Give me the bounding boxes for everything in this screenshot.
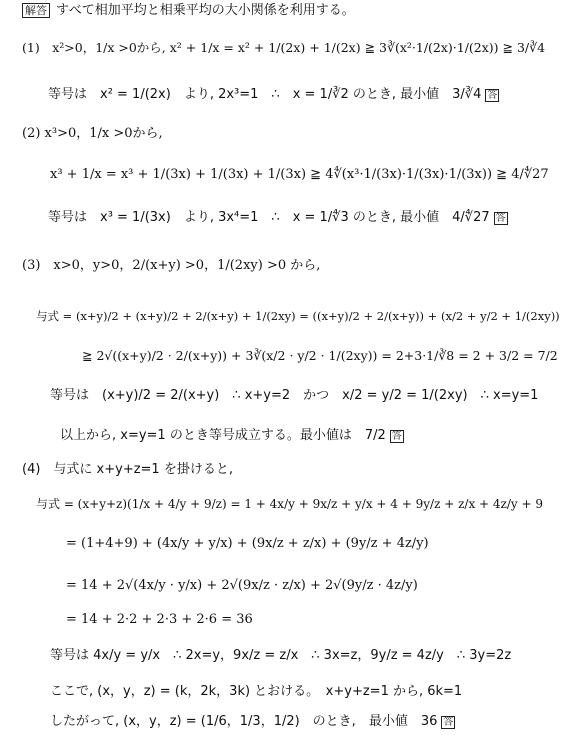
- p3-line1: (3) x>0，y>0，2/(x+y) >0，1/(2xy) >0 から,: [22, 258, 321, 273]
- p1-line1: (1) x²>0，1/x >0から, x² + 1/x = x² + 1/(2x) + 1/(2x) ≧ 3∛(x²·1/(2x)·1/(2x)) ≧ 3/∛4: [22, 40, 546, 55]
- p1-line2: [48, 87, 499, 103]
- p4-line8-text: したがって, (x，y，z) = (1/6，1/3，1/2) のとき, 最小値 36: [50, 714, 438, 729]
- p3-answer-mark: 答: [391, 431, 402, 442]
- p3-line4: 等号は (x+y)/2 = 2/(x+y) ∴ x+y=2 かつ x/2 = y/2 = 1/(2xy) ∴ x=y=1: [50, 388, 539, 403]
- p2-line3-text: 等号は x³ = 1/(3x) より, 3x⁴=1 ∴ x = 1/∜3 のとき, 最小値 4/∜27: [48, 210, 490, 225]
- p3-line2: 与式 = (x+y)/2 + (x+y)/2 + 2/(x+y) + 1/(2xy) = ((x+y)/2 + 2/(x+y)) + (x/2 + y/2 + 1/(2xy)): [36, 309, 560, 323]
- p4-answer-mark: 答: [443, 717, 454, 728]
- answer-badge: 解答: [22, 3, 50, 18]
- p3-line3: ≧ 2√((x+y)/2 · 2/(x+y)) + 3∛(x/2 · y/2 · 1/(2xy)) = 2+3·1/∛8 = 2 + 3/2 = 7/2: [82, 348, 558, 363]
- p4-line7: ここで, (x，y，z) = (k，2k，3k) とおける。 x+y+z=1 から, 6k=1: [50, 684, 463, 699]
- p4-line3: = (1+4+9) + (4x/y + y/x) + (9x/z + z/x) + (9y/z + 4z/y): [66, 536, 429, 551]
- p3-line5-text: 以上から, x=y=1 のとき等号成立する。最小値は 7/2: [60, 428, 386, 443]
- p1-line2-text: 等号は x² = 1/(2x) より, 2x³=1 ∴ x = 1/∛2 のとき, 最小値 3/∛4: [48, 87, 482, 102]
- p3-line5: [60, 428, 404, 444]
- header-text: すべて相加平均と相乗平均の大小関係を利用する。: [56, 3, 355, 18]
- p4-line5: = 14 + 2·2 + 2·3 + 2·6 = 36: [66, 612, 253, 627]
- p1-answer-mark: 答: [487, 90, 498, 101]
- p4-line2: 与式 = (x+y+z)(1/x + 4/y + 9/z) = 1 + 4x/y + 9x/z + y/x + 4 + 9y/z + z/x + 4z/y + 9: [36, 497, 543, 511]
- p4-line1: (4) 与式に x+y+z=1 を掛けると,: [22, 462, 233, 477]
- p4-line8: [50, 714, 455, 730]
- p2-answer-mark: 答: [495, 213, 506, 224]
- p4-line6: 等号は 4x/y = y/x ∴ 2x=y，9x/z = z/x ∴ 3x=z，9y/z = 4z/y ∴ 3y=2z: [50, 648, 512, 663]
- p4-line4: = 14 + 2√(4x/y · y/x) + 2√(9x/z · z/x) + 2√(9y/z · 4z/y): [66, 578, 418, 593]
- p2-line3: [48, 210, 508, 226]
- header-line: [22, 3, 355, 19]
- p2-line1: (2) x³>0，1/x >0から,: [22, 126, 163, 141]
- p2-line2: x³ + 1/x = x³ + 1/(3x) + 1/(3x) + 1/(3x) ≧ 4∜(x³·1/(3x)·1/(3x)·1/(3x)) ≧ 4/∜27: [50, 167, 549, 182]
